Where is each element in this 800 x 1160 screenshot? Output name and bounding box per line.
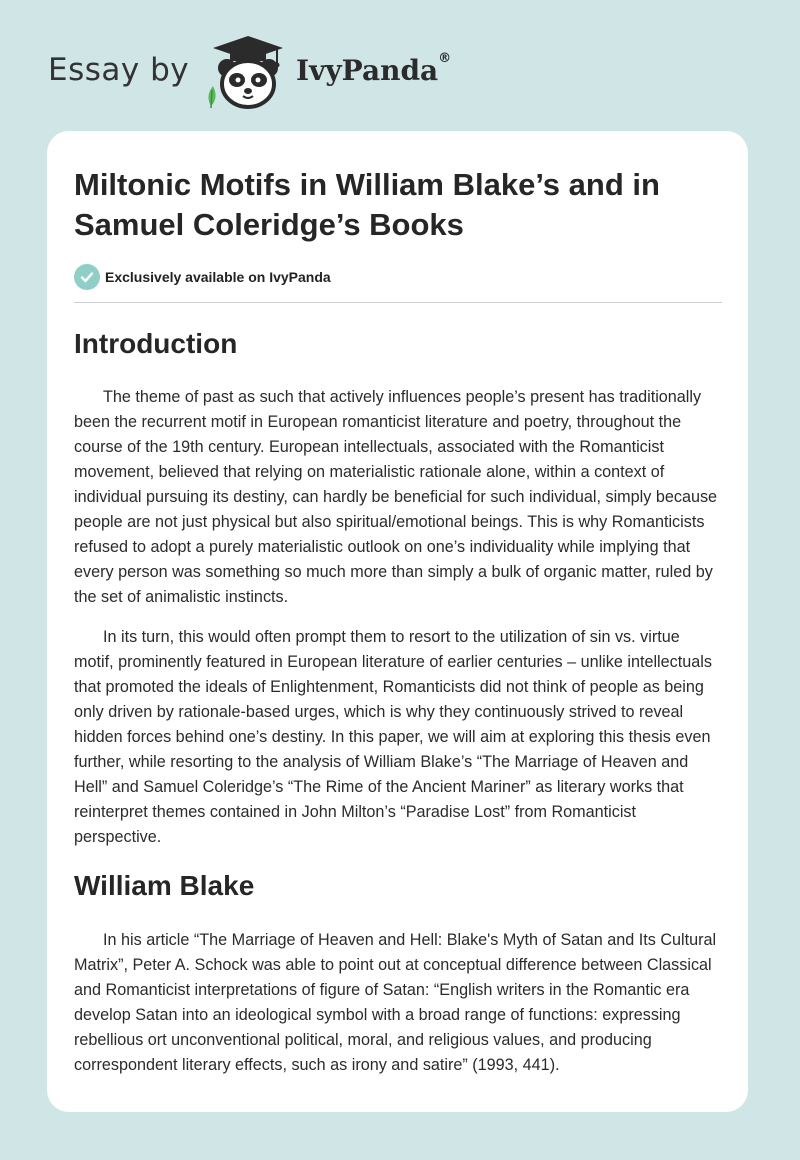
essay-title: Miltonic Motifs in William Blake’s and in Samuel Coleridge’s Books [74, 167, 660, 242]
checkmark-icon [74, 264, 100, 290]
essay-card [47, 131, 748, 1112]
brand-name[interactable]: IvyPanda® [296, 51, 452, 87]
paragraph: The theme of past as such that actively influences people’s present has traditionally been the recurrent motif in European romanticist literature and poetry, throughout the course of the 19th century. European intellectuals, associated with the Romanticist movement, believed that relying on materialistic rationale alone, within a context of individual pursuing its destiny, can hardly be beneficial for such individual, simply because people are not just physical but also spiritual/emotional beings. This is why Romanticists refused to adopt a purely materialistic outlook on one’s individuality while implying that every person was something so much more than simply a bulk of organic matter, ruled by the set of animalistic instincts. [74, 388, 718, 606]
panda-logo-icon[interactable] [203, 34, 293, 110]
site-header [48, 30, 468, 110]
title-divider [74, 302, 722, 303]
section-heading-william-blake: William Blake [74, 870, 255, 901]
exclusive-badge [74, 263, 331, 291]
paragraph: In its turn, this would often prompt them to resort to the utilization of sin vs. virtue motif, prominently featured in European literature of earlier centuries – unlike intellectuals that promoted the ideals of Enlightenment, Romanticists did not think of people as being only driven by rationale-based urges, which is why they continuously strived to reveal hidden forces behind one’s destiny. In this paper, we will aim at exploring this thesis even further, while resorting to the analysis of William Blake’s “The Marriage of Heaven and Hell” and Samuel Coleridge’s “The Rime of the Ancient Mariner” as literary works that reinterpret themes contained in John Milton’s “Paradise Lost” from Romanticist perspective. [74, 628, 712, 846]
trademark-symbol: ® [438, 51, 452, 66]
section-heading-introduction: Introduction [74, 328, 238, 359]
exclusive-badge-label: Exclusively available on IvyPanda [105, 269, 331, 285]
paragraph: In his article “The Marriage of Heaven and Hell: Blake's Myth of Satan and Its Cultural Matrix”, Peter A. Schock was able to point out at conceptual difference between Classical and Romanticist interpretations of figure of Satan: “English writers in the Romantic era develop Satan into an ideological symbol with a broad range of functions: expressing rebellious ort unconventional political, moral, and religious values, and producing correspondent literary effects, such as irony and satire” (1993, 441). [74, 931, 717, 1074]
essay-by-label: Essay by [48, 52, 190, 88]
